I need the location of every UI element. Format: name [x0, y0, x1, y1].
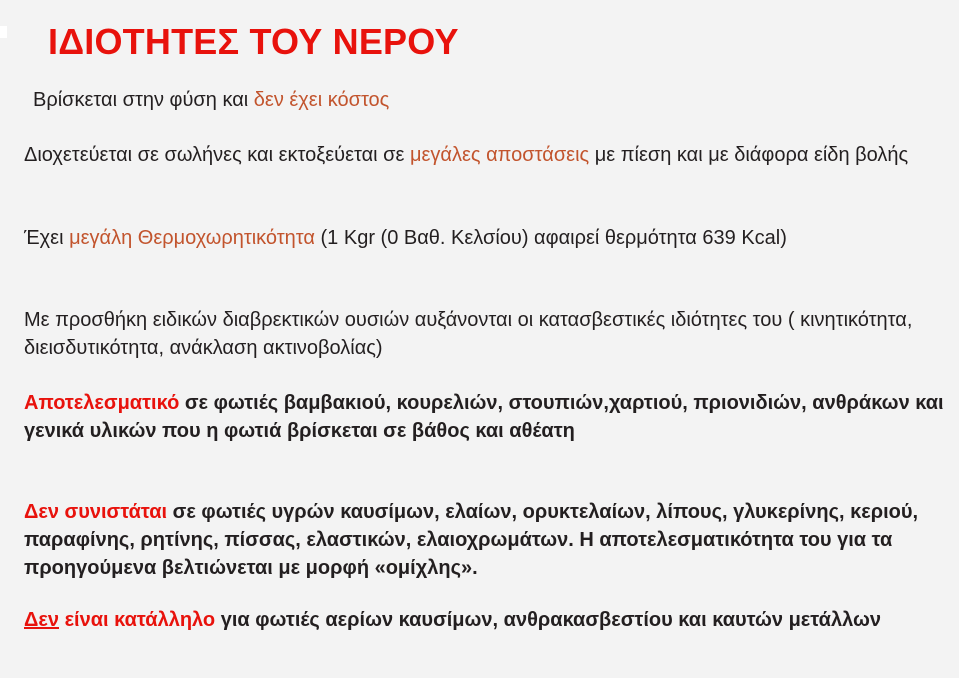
paragraph-heat-capacity	[24, 224, 914, 252]
highlight-effective: Αποτελεσματικό	[24, 392, 180, 414]
paragraph-text: Έχει	[24, 227, 70, 249]
highlight-heat-capacity: μεγάλη Θερμοχωρητικότητα	[69, 227, 315, 249]
paragraph-no-cost	[33, 86, 389, 114]
paragraph-not-suitable	[24, 606, 949, 634]
highlight-not-word: Δεν	[24, 609, 59, 631]
paragraph-text: Διοχετεύεται σε σωλήνες και εκτοξεύεται σε	[24, 144, 410, 166]
highlight-not-suitable: είναι κατάλληλο	[64, 609, 216, 631]
paragraph-text: Βρίσκεται στην φύση και	[33, 89, 254, 111]
slide-title: ΙΔΙΟΤΗΤΕΣ ΤΟΥ ΝΕΡΟΥ	[48, 21, 459, 62]
paragraph-text: Με προσθήκη ειδικών διαβρεκτικών ουσιών αυξάνονται οι κατασβεστικές ιδιότητες του ( κινητικότητα, διεισδυτικότητα, ανάκλαση ακτινοβολίας)	[24, 309, 913, 359]
paragraph-text: για φωτιές αερίων καυσίμων, ανθρακασβεστίου και καυτών μετάλλων	[215, 609, 881, 631]
highlight-not-recommended: Δεν συνιστάται	[24, 501, 168, 523]
paragraph-effective	[24, 389, 949, 445]
paragraph-wetting-agents	[24, 306, 949, 362]
highlight-no-cost: δεν έχει κόστος	[253, 89, 390, 111]
paragraph-long-distance	[24, 141, 949, 169]
paragraph-text: (1 Kgr (0 Βαθ. Κελσίου) αφαιρεί θερμότητα 639 Kcal)	[314, 227, 787, 249]
paragraph-text: με πίεση και με διάφορα είδη βολής	[589, 144, 909, 166]
paragraph-text: σε φωτιές υγρών καυσίμων, ελαίων, ορυκτελαίων, λίπους, γλυκερίνης, κεριού, παραφίνης, ρητίνης, πίσσας, ελαστικών, ελαιοχρωμάτων. Η αποτελεσματικότητα του για τα προηγούμενα βελτιώνεται με μορφή «ομίχλης».	[24, 501, 919, 579]
paragraph-not-recommended	[24, 498, 949, 582]
corner-mark	[0, 26, 7, 38]
paragraph-text: σε φωτιές βαμβακιού, κουρελιών, στουπιών,χαρτιού, πριονιδιών, ανθράκων και γενικά υλικών που η φωτιά βρίσκεται σε βάθος και αθέατη	[24, 392, 944, 442]
highlight-long-distance: μεγάλες αποστάσεις	[409, 144, 590, 166]
